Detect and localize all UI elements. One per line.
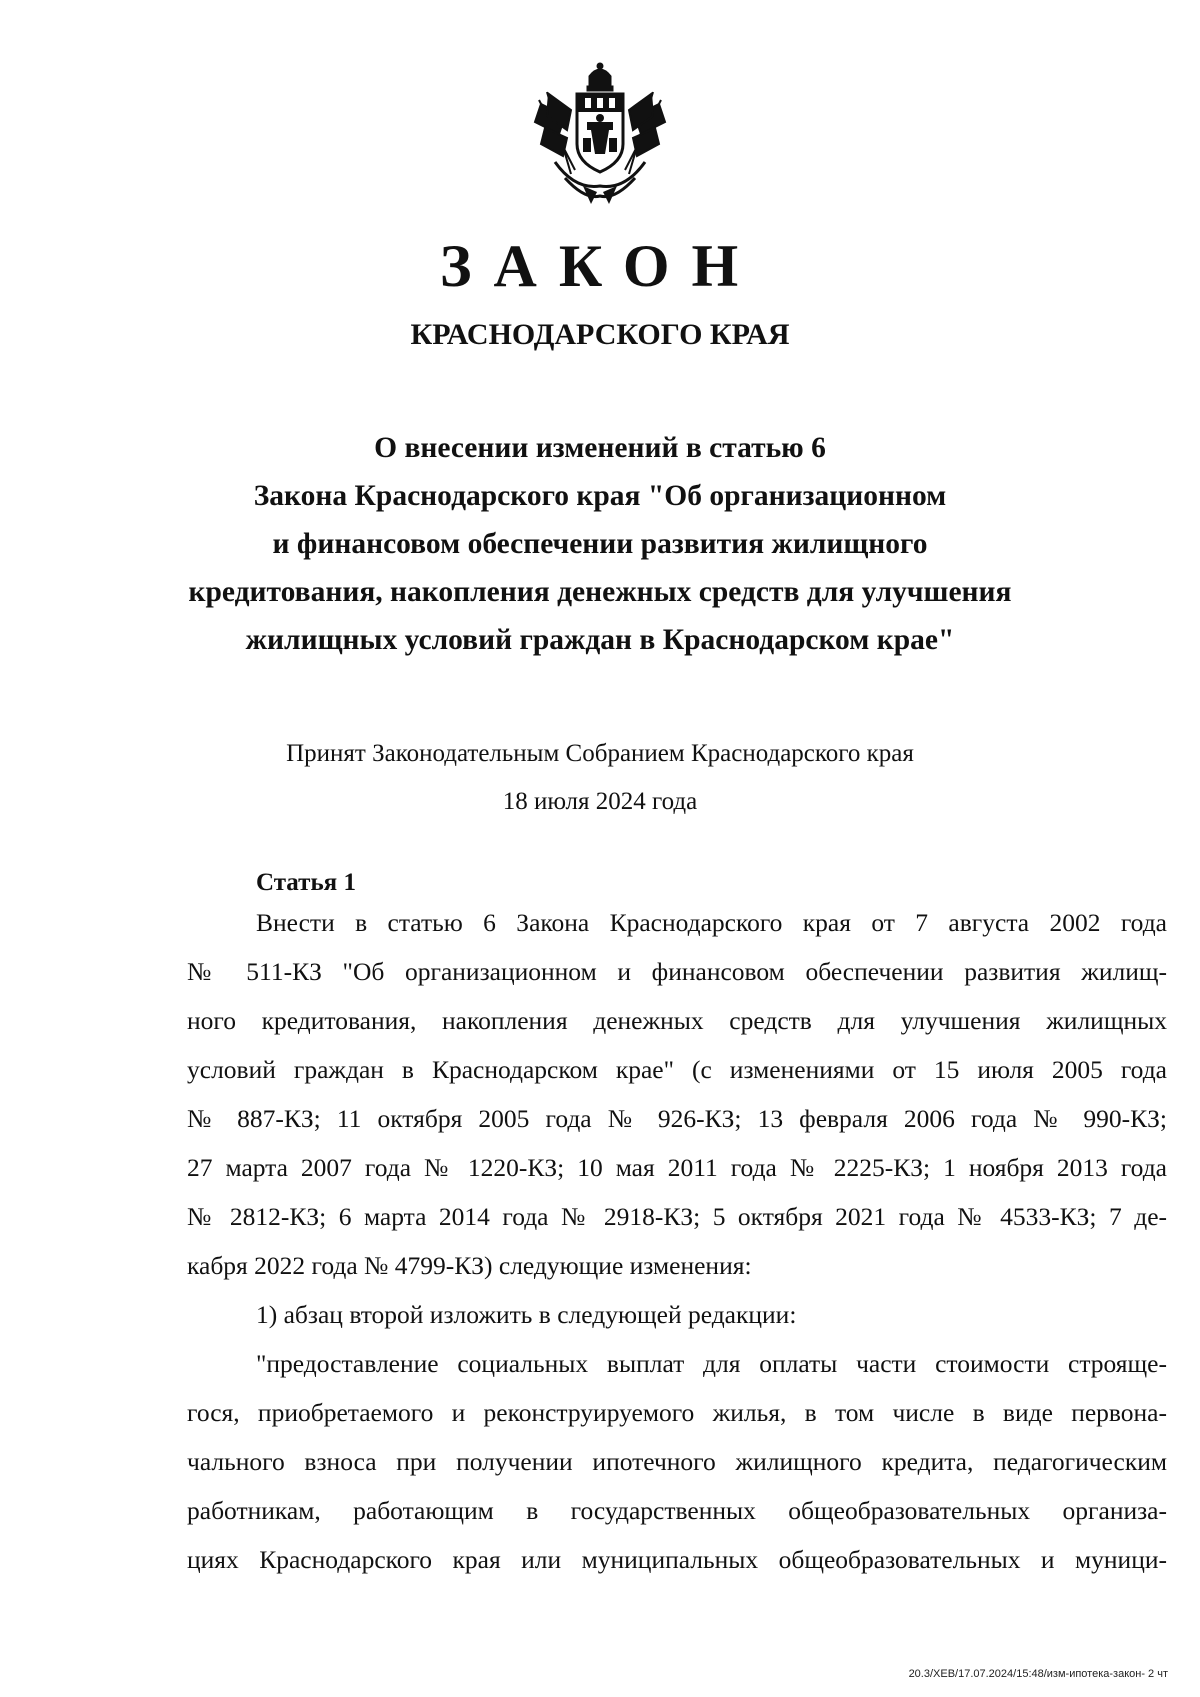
law-name-line: жилищных условий граждан в Краснодарском крае" <box>245 624 955 656</box>
paragraph-line: Внести в статью 6 Закона Краснодарского края от 7 августа 2002 года <box>256 908 1167 937</box>
paragraph-line: работникам, работающим в государственных общеобразовательных организа- <box>187 1496 1167 1525</box>
region-title: КРАСНОДАРСКОГО КРАЯ <box>410 318 790 351</box>
adoption-body: Принят Законодательным Собранием Краснодарского края <box>286 740 914 767</box>
law-name-line: кредитования, накопления денежных средств для улучшения <box>188 576 1012 608</box>
paragraph-line: 27 марта 2007 года № 1220-КЗ; 10 мая 2011 года № 2225-КЗ; 1 ноября 2013 года <box>187 1153 1167 1182</box>
paragraph-line: циях Краснодарского края или муниципальных общеобразовательных и муници- <box>187 1545 1167 1574</box>
paragraph-line: кабря 2022 года № 4799-КЗ) следующие изменения: <box>187 1251 752 1280</box>
law-name-line: и финансовом обеспечении развития жилищного <box>272 528 928 560</box>
paragraph-line: гося, приобретаемого и реконструируемого жилья, в том числе в виде первона- <box>187 1398 1167 1427</box>
paragraph-line: № 2812-КЗ; 6 марта 2014 года № 2918-КЗ; 5 октября 2021 года № 4533-КЗ; 7 де- <box>187 1202 1167 1231</box>
document-footer-code: 20.3/ХЕВ/17.07.2024/15:48/изм-ипотека-закон- 2 чт <box>908 1668 1168 1680</box>
paragraph-line: № 511-КЗ "Об организационном и финансовом обеспечении развития жилищ- <box>187 957 1167 986</box>
paragraph-line: ного кредитования, накопления денежных средств для улучшения жилищных <box>187 1006 1167 1035</box>
paragraph-line: 1) абзац второй изложить в следующей редакции: <box>256 1300 797 1329</box>
krasnodar-coat-of-arms-icon <box>525 58 675 208</box>
paragraph-line: чального взноса при получении ипотечного жилищного кредита, педагогическим <box>187 1447 1167 1476</box>
article-body <box>187 898 1167 1584</box>
adoption-statement <box>0 730 1200 826</box>
paragraph-line: "предоставление социальных выплат для оплаты части стоимости строяще- <box>256 1349 1167 1378</box>
paragraph-line: № 887-КЗ; 11 октября 2005 года № 926-КЗ; 13 февраля 2006 года № 990-КЗ; <box>187 1104 1167 1133</box>
article-heading: Статья 1 <box>256 869 356 896</box>
document-type-title: ЗАКОН <box>439 233 761 299</box>
law-name-line: Закона Краснодарского края "Об организационном <box>253 480 947 512</box>
law-name <box>0 424 1200 664</box>
adoption-date: 18 июля 2024 года <box>502 788 698 815</box>
law-name-line: О внесении изменений в статью 6 <box>374 432 826 464</box>
paragraph-line: условий граждан в Краснодарском крае" (с изменениями от 15 июля 2005 года <box>187 1055 1167 1084</box>
